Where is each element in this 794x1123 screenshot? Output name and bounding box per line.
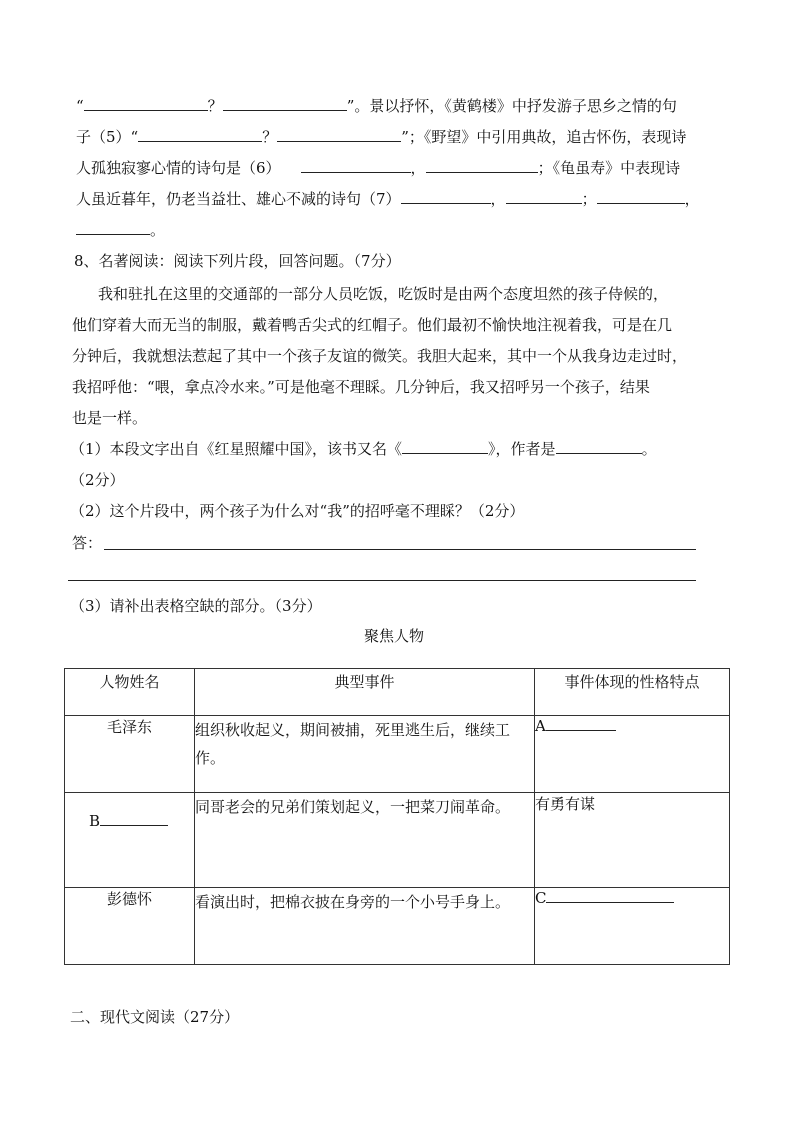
cell-event: 同哥老会的兄弟们策划起义，一把菜刀闹革命。 xyxy=(195,793,535,888)
passage-line: 我招呼他：“喂，拿点冷水来。”可是他毫不理睬。几分钟后，我又招呼另一个孩子，结果 xyxy=(72,378,650,396)
poem-line-2 xyxy=(76,127,686,147)
blank-b[interactable] xyxy=(100,811,168,826)
passage-line: 也是一样。 xyxy=(72,409,148,427)
answer-line-1[interactable] xyxy=(104,548,696,550)
q8-heading: 8、名著阅读：阅读下列片段，回答问题。（7分） xyxy=(74,252,401,270)
blank-3b[interactable] xyxy=(223,96,347,111)
blank-label-c: C xyxy=(535,889,547,907)
sep-text: ？ xyxy=(207,97,223,115)
passage-line: 分钟后，我就想法惹起了其中一个孩子友谊的微笑。我胆大起来，其中一个从我身边走过时， xyxy=(72,347,688,365)
table-title: 聚焦人物 xyxy=(364,627,425,645)
cell-name xyxy=(65,793,195,888)
poem-text: ”；《野望》中引用典故，追古怀伤，表现诗 xyxy=(401,128,687,146)
table-row xyxy=(65,888,730,965)
blank-a[interactable] xyxy=(546,716,616,731)
q8-sub1-score: （2分） xyxy=(70,471,125,489)
cell-trait xyxy=(535,716,730,793)
table-row xyxy=(65,793,730,888)
cell-name: 毛泽东 xyxy=(65,716,195,793)
poem-line-1 xyxy=(76,96,677,116)
blank-6b[interactable] xyxy=(426,158,538,173)
sub1-text: （1）本段文字出自《红星照耀中国》，该书又名《 xyxy=(70,440,403,458)
answer-label: 答： xyxy=(72,534,103,552)
sub1-text: 》，作者是 xyxy=(488,440,556,458)
character-table xyxy=(64,668,730,965)
blank-label-b: B xyxy=(89,812,101,830)
poem-text: ”。景以抒怀，《黄鹤楼》中抒发游子思乡之情的句 xyxy=(346,97,677,115)
col-header-event: 典型事件 xyxy=(195,669,535,716)
passage-line: 我和驻扎在这里的交通部的一部分人员吃饭，吃饭时是由两个态度坦然的孩子侍候的， xyxy=(68,285,669,303)
cell-trait xyxy=(535,888,730,965)
blank-label-a: A xyxy=(535,717,546,735)
book-alias-blank[interactable] xyxy=(402,439,488,454)
passage-line: 他们穿着大而无当的制服，戴着鸭舌尖式的红帽子。他们最初不愉快地注视着我，可是在几 xyxy=(72,316,673,334)
blank-7d[interactable] xyxy=(76,220,150,235)
sep-text: ； xyxy=(581,190,597,208)
q8-sub3: （3）请补出表格空缺的部分。（3分） xyxy=(70,597,322,615)
blank-c[interactable] xyxy=(546,888,674,903)
poem-line-4 xyxy=(76,189,700,209)
blank-3a[interactable] xyxy=(84,96,208,111)
cell-event: 看演出时，把棉衣披在身旁的一个小号手身上。 xyxy=(195,888,535,965)
blank-7c[interactable] xyxy=(597,189,685,204)
quote-open: “ xyxy=(76,97,84,115)
blank-7a[interactable] xyxy=(401,189,491,204)
q8-sub1 xyxy=(70,439,657,459)
blank-7b[interactable] xyxy=(506,189,582,204)
sep-text: ？ xyxy=(262,128,278,146)
poem-text: 人孤独寂寥心情的诗句是（6） xyxy=(76,159,281,177)
table-header-row xyxy=(65,669,730,716)
sub1-text: 。 xyxy=(641,440,657,458)
poem-line-5 xyxy=(76,220,165,240)
cell-event: 组织秋收起义，期间被捕，死里逃生后，继续工作。 xyxy=(195,716,535,793)
col-header-trait: 事件体现的性格特点 xyxy=(535,669,730,716)
poem-line-3 xyxy=(76,158,680,178)
blank-5b[interactable] xyxy=(277,127,401,142)
table-row xyxy=(65,716,730,793)
author-blank[interactable] xyxy=(556,439,642,454)
blank-6a[interactable] xyxy=(301,158,411,173)
poem-text: 子（5）“ xyxy=(76,128,139,146)
sep-text: ， xyxy=(490,190,506,208)
sep-text: 。 xyxy=(150,221,166,239)
sep-text: ， xyxy=(684,190,700,208)
cell-trait: 有勇有谋 xyxy=(535,793,730,888)
sep-text: ， xyxy=(410,159,426,177)
cell-name: 彭德怀 xyxy=(65,888,195,965)
q8-sub2: （2）这个片段中，两个孩子为什么对“我”的招呼毫不理睬？（2分） xyxy=(70,502,525,520)
poem-text: 人虽近暮年，仍老当益壮、雄心不减的诗句（7） xyxy=(76,190,401,208)
section-2-heading: 二、现代文阅读（27分） xyxy=(70,1008,240,1026)
poem-text: ；《龟虽寿》中表现诗 xyxy=(537,159,681,177)
blank-5a[interactable] xyxy=(138,127,262,142)
answer-line-2[interactable] xyxy=(68,579,696,581)
col-header-name: 人物姓名 xyxy=(65,669,195,716)
